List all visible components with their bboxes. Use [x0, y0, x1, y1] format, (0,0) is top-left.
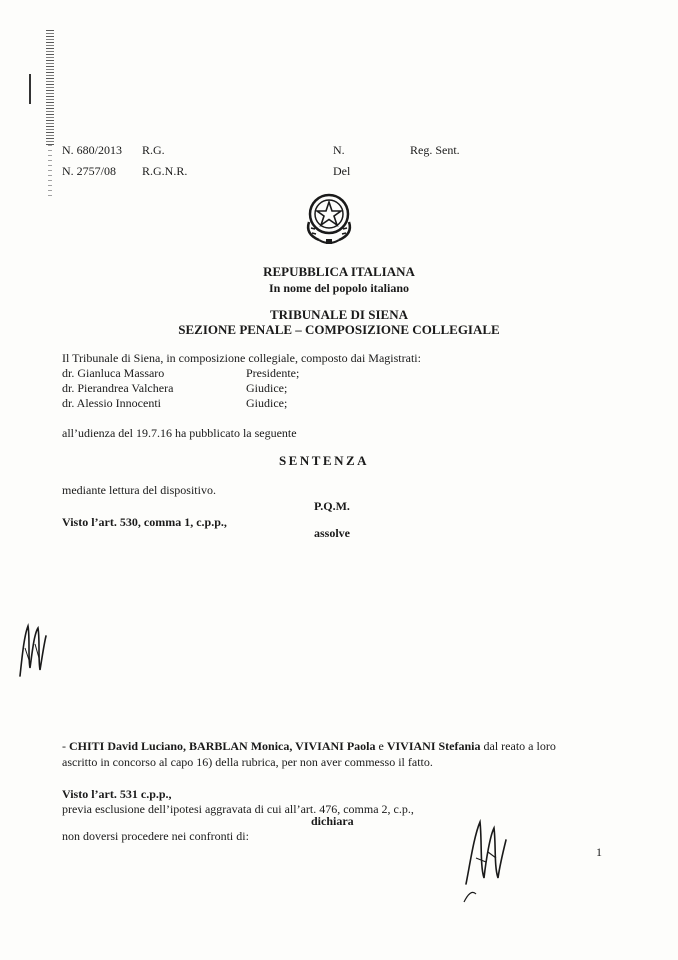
handwritten-initials: [16, 618, 50, 680]
acquitted-names: CHITI David Luciano, BARBLAN Monica, VIVIANI Paola: [69, 739, 376, 753]
judge-name: dr. Alessio Innocenti: [62, 396, 161, 410]
visto-531: Visto l’art. 531 c.p.p.,: [62, 787, 172, 801]
visto-530: Visto l’art. 530, comma 1, c.p.p.,: [62, 515, 227, 529]
list-bullet: -: [62, 739, 66, 753]
republic-title: REPUBBLICA ITALIANA: [263, 264, 415, 279]
hearing-line: all’udienza del 19.7.16 ha pubblicato la seguente: [62, 426, 297, 440]
judge-role: Presidente;: [246, 366, 300, 380]
acquitted-paragraph: [62, 739, 556, 754]
rg-suffix: R.G.: [142, 143, 165, 157]
conjunction: e: [378, 739, 384, 753]
dichiara-verb: dichiara: [311, 814, 354, 828]
rgnr-suffix: R.G.N.R.: [142, 164, 188, 178]
judge-role: Giudice;: [246, 381, 288, 395]
section-title: SEZIONE PENALE – COMPOSIZIONE COLLEGIALE: [178, 322, 500, 337]
acquitted-charge: dal reato a loro: [483, 739, 556, 753]
judge-name: dr. Gianluca Massaro: [62, 366, 165, 380]
composition-intro: Il Tribunale di Siena, in composizione collegiale, composto dai Magistrati:: [62, 351, 421, 365]
rgnr-number: N. 2757/08: [62, 164, 116, 178]
italian-republic-emblem-icon: [301, 184, 357, 248]
court-title: TRIBUNALE DI SIENA: [270, 307, 408, 322]
acquitted-name: VIVIANI Stefania: [386, 739, 481, 753]
sentence-date-label: Del: [333, 164, 351, 178]
non-doversi-line: non doversi procedere nei confronti di:: [62, 829, 249, 843]
page-number: 1: [596, 845, 602, 859]
acquitted-reason: ascritto in concorso al capo 16) della rubrica, per non aver commesso il fatto.: [62, 755, 433, 769]
scan-edge-noise-lower: [48, 145, 52, 200]
rg-number: N. 680/2013: [62, 143, 122, 157]
assolve-verb: assolve: [314, 526, 350, 540]
sentenza-heading: SENTENZA: [278, 453, 370, 468]
judge-role: Giudice;: [246, 396, 288, 410]
scan-edge-mark: [29, 74, 31, 104]
reading-line: mediante lettura del dispositivo.: [62, 483, 216, 497]
pqm-heading: P.Q.M.: [314, 499, 350, 513]
judge-name: dr. Pierandrea Valchera: [62, 381, 174, 395]
scan-edge-noise: [46, 30, 54, 145]
reg-sent-label: Reg. Sent.: [410, 143, 460, 157]
handwritten-signature: [462, 814, 510, 904]
people-subtitle: In nome del popolo italiano: [268, 281, 410, 295]
previa-line: previa esclusione dell’ipotesi aggravata di cui all’art. 476, comma 2, c.p.,: [62, 802, 414, 816]
sentence-number-label: N.: [333, 143, 345, 157]
